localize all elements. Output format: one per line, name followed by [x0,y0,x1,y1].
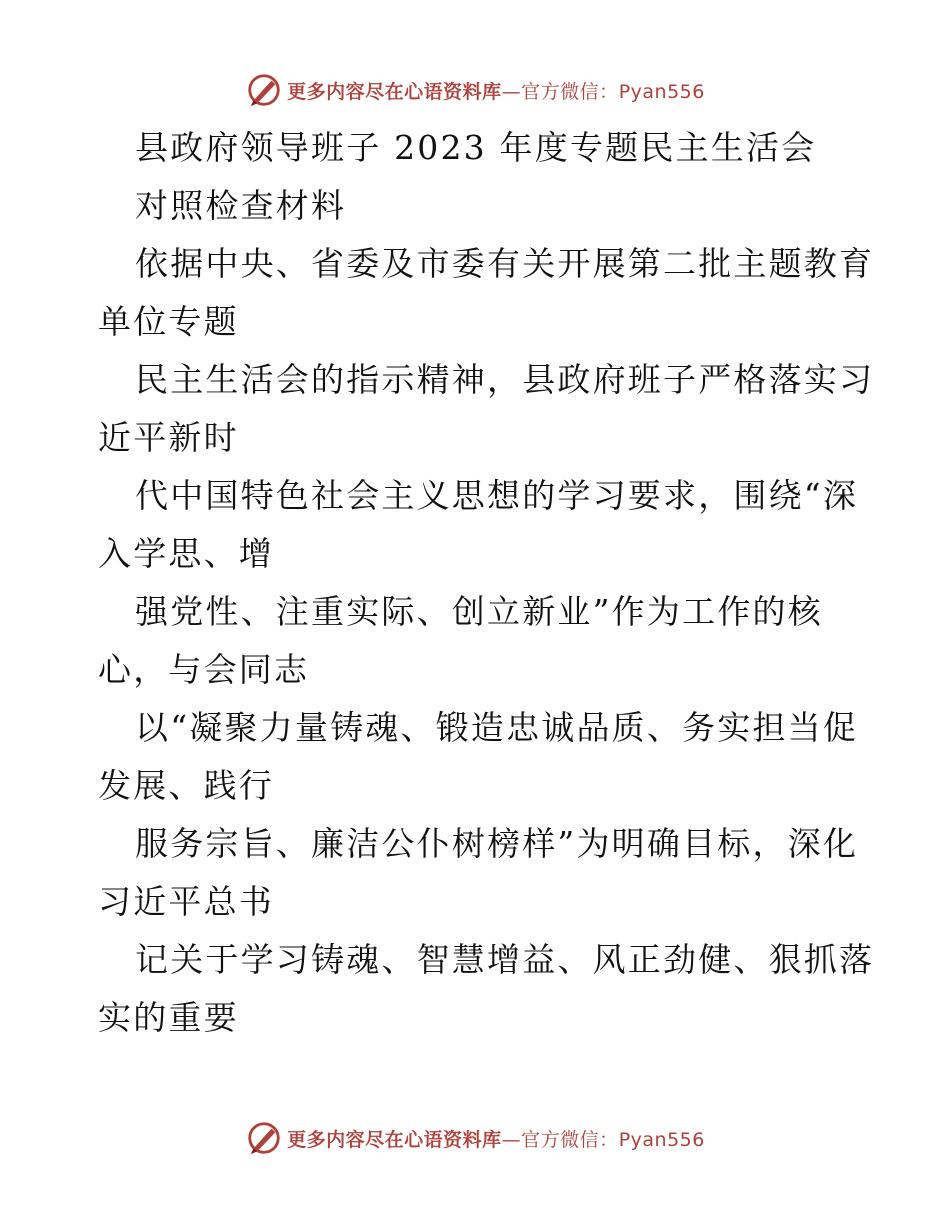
doc-paragraph-line: 发展、践行 [98,766,274,805]
footer-banner-label: —官方微信： [501,1128,619,1151]
footer-banner-title: 更多内容尽在心语资料库 [287,1128,502,1151]
doc-title-line-1: 县政府领导班子 2023 年度专题民主生活会 [135,128,817,167]
header-banner-wechat-id: Pyan556 [618,80,705,103]
doc-paragraph-line: 记关于学习铸魂、智慧增益、风正劲健、狠抓落 [135,940,875,979]
footer-banner-text [287,1125,705,1152]
doc-paragraph-line: 强党性、注重实际、创立新业”作为工作的核 [135,592,823,631]
pen-logo-icon [245,71,283,109]
pen-logo-icon [245,1119,283,1157]
doc-paragraph-line: 实的重要 [98,998,239,1037]
doc-paragraph-line: 服务宗旨、廉洁公仆树榜样”为明确目标，深化 [135,824,859,863]
header-banner-text [287,77,705,104]
doc-paragraph-line: 入学思、增 [98,534,274,573]
doc-paragraph-line: 心，与会同志 [98,650,310,689]
doc-paragraph-line: 代中国特色社会主义思想的学习要求，围绕“深 [135,476,859,515]
footer-banner [0,1118,950,1158]
header-banner-label: —官方微信： [501,80,619,103]
doc-paragraph-line: 单位专题 [98,302,239,341]
doc-paragraph-line: 以“凝聚力量铸魂、锻造忠诚品质、务实担当促 [135,708,859,747]
header-banner [0,70,950,110]
doc-paragraph-line: 近平新时 [98,418,239,457]
doc-paragraph-line: 习近平总书 [98,882,274,921]
header-banner-title: 更多内容尽在心语资料库 [287,80,502,103]
doc-paragraph-line: 依据中央、省委及市委有关开展第二批主题教育 [135,244,875,283]
doc-paragraph-line: 民主生活会的指示精神，县政府班子严格落实习 [135,360,875,399]
doc-title-line-2: 对照检查材料 [135,186,347,225]
footer-banner-wechat-id: Pyan556 [618,1128,705,1151]
